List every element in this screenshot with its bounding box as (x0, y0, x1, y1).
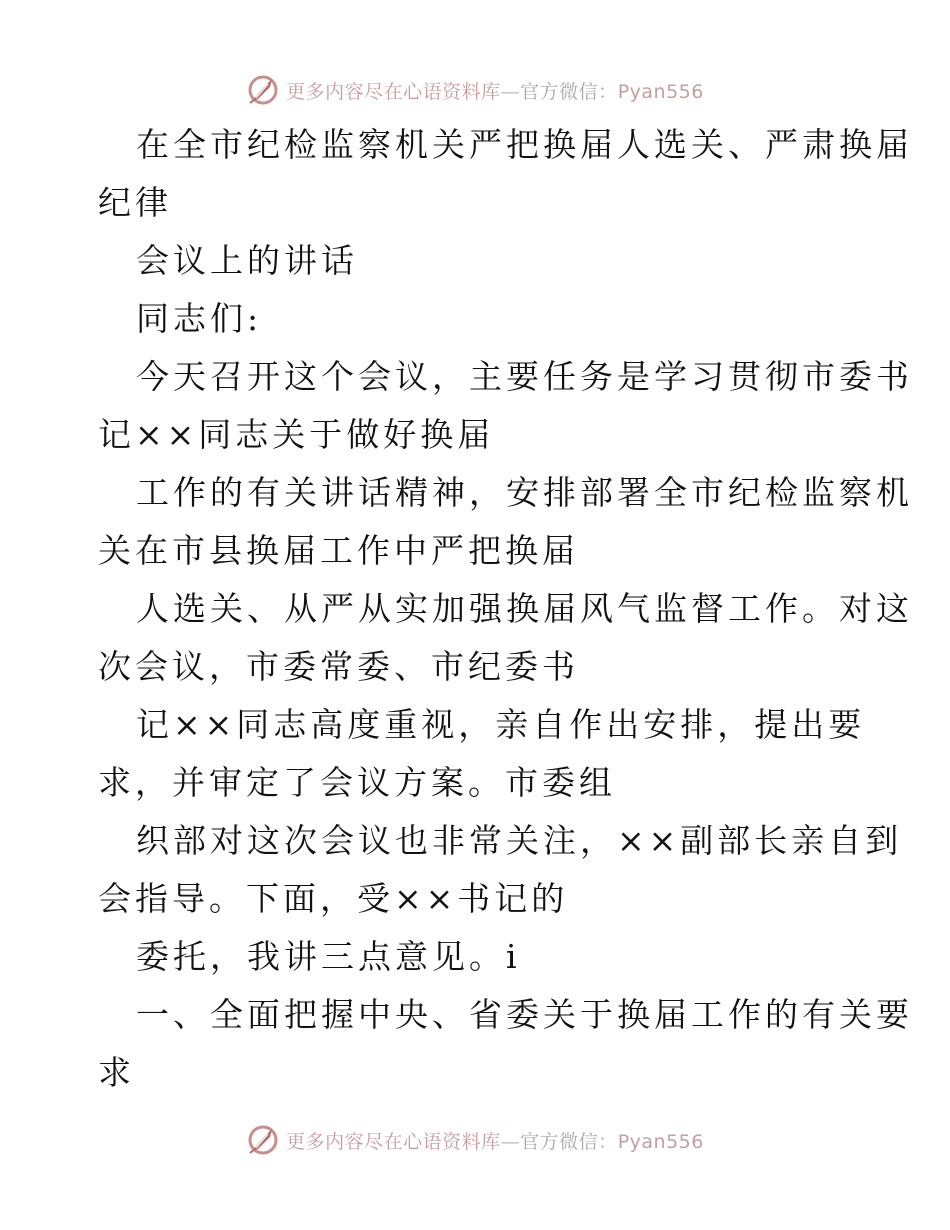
paragraph-line: 关在市县换届工作中严把换届 (98, 531, 579, 570)
paragraph-line: 工作的有关讲话精神，安排部署全市纪检监察机 (136, 473, 913, 512)
header-watermark (0, 70, 950, 110)
paragraph-line: 记××同志关于做好换届 (98, 415, 495, 454)
paragraph-line: 织部对这次会议也非常关注，××副部长亲自到 (136, 821, 903, 860)
watermark-title: 更多内容尽在心语资料库 (286, 80, 501, 103)
watermark-text (286, 1127, 704, 1154)
watermark-text (286, 77, 704, 104)
title-line-3: 会议上的讲话 (136, 241, 358, 280)
watermark-title: 更多内容尽在心语资料库 (286, 1130, 501, 1153)
quill-pen-logo-icon (246, 1123, 280, 1157)
watermark-dash: — (500, 1130, 521, 1153)
paragraph-line: 求，并审定了会议方案。市委组 (98, 763, 616, 802)
paragraph-line: 今天召开这个会议，主要任务是学习贯彻市委书 (136, 357, 913, 396)
paragraph-line: 委托，我讲三点意见。i (136, 937, 521, 976)
paragraph-line: 次会议，市委常委、市纪委书 (98, 647, 579, 686)
watermark-wechat-id: Pyan556 (617, 1130, 704, 1153)
paragraph-line: 人选关、从严从实加强换届风气监督工作。对这 (136, 589, 913, 628)
watermark-dash: — (500, 80, 521, 103)
watermark-wechat-label: 官方微信： (520, 80, 618, 103)
footer-watermark (0, 1120, 950, 1160)
salutation: 同志们: (136, 299, 263, 338)
section-heading: 一、全面把握中央、省委关于换届工作的有关要 (136, 995, 913, 1034)
title-line-1: 在全市纪检监察机关严把换届人选关、严肃换届 (136, 125, 913, 164)
document-body (98, 116, 913, 1102)
watermark-wechat-label: 官方微信： (520, 1130, 618, 1153)
watermark-wechat-id: Pyan556 (617, 80, 704, 103)
paragraph-line: 会指导。下面，受××书记的 (98, 879, 569, 918)
title-line-2: 纪律 (98, 183, 172, 222)
section-heading-continued: 求 (98, 1053, 135, 1092)
quill-pen-logo-icon (246, 73, 280, 107)
paragraph-line: 记××同志高度重视，亲自作出安排，提出要 (136, 705, 866, 744)
